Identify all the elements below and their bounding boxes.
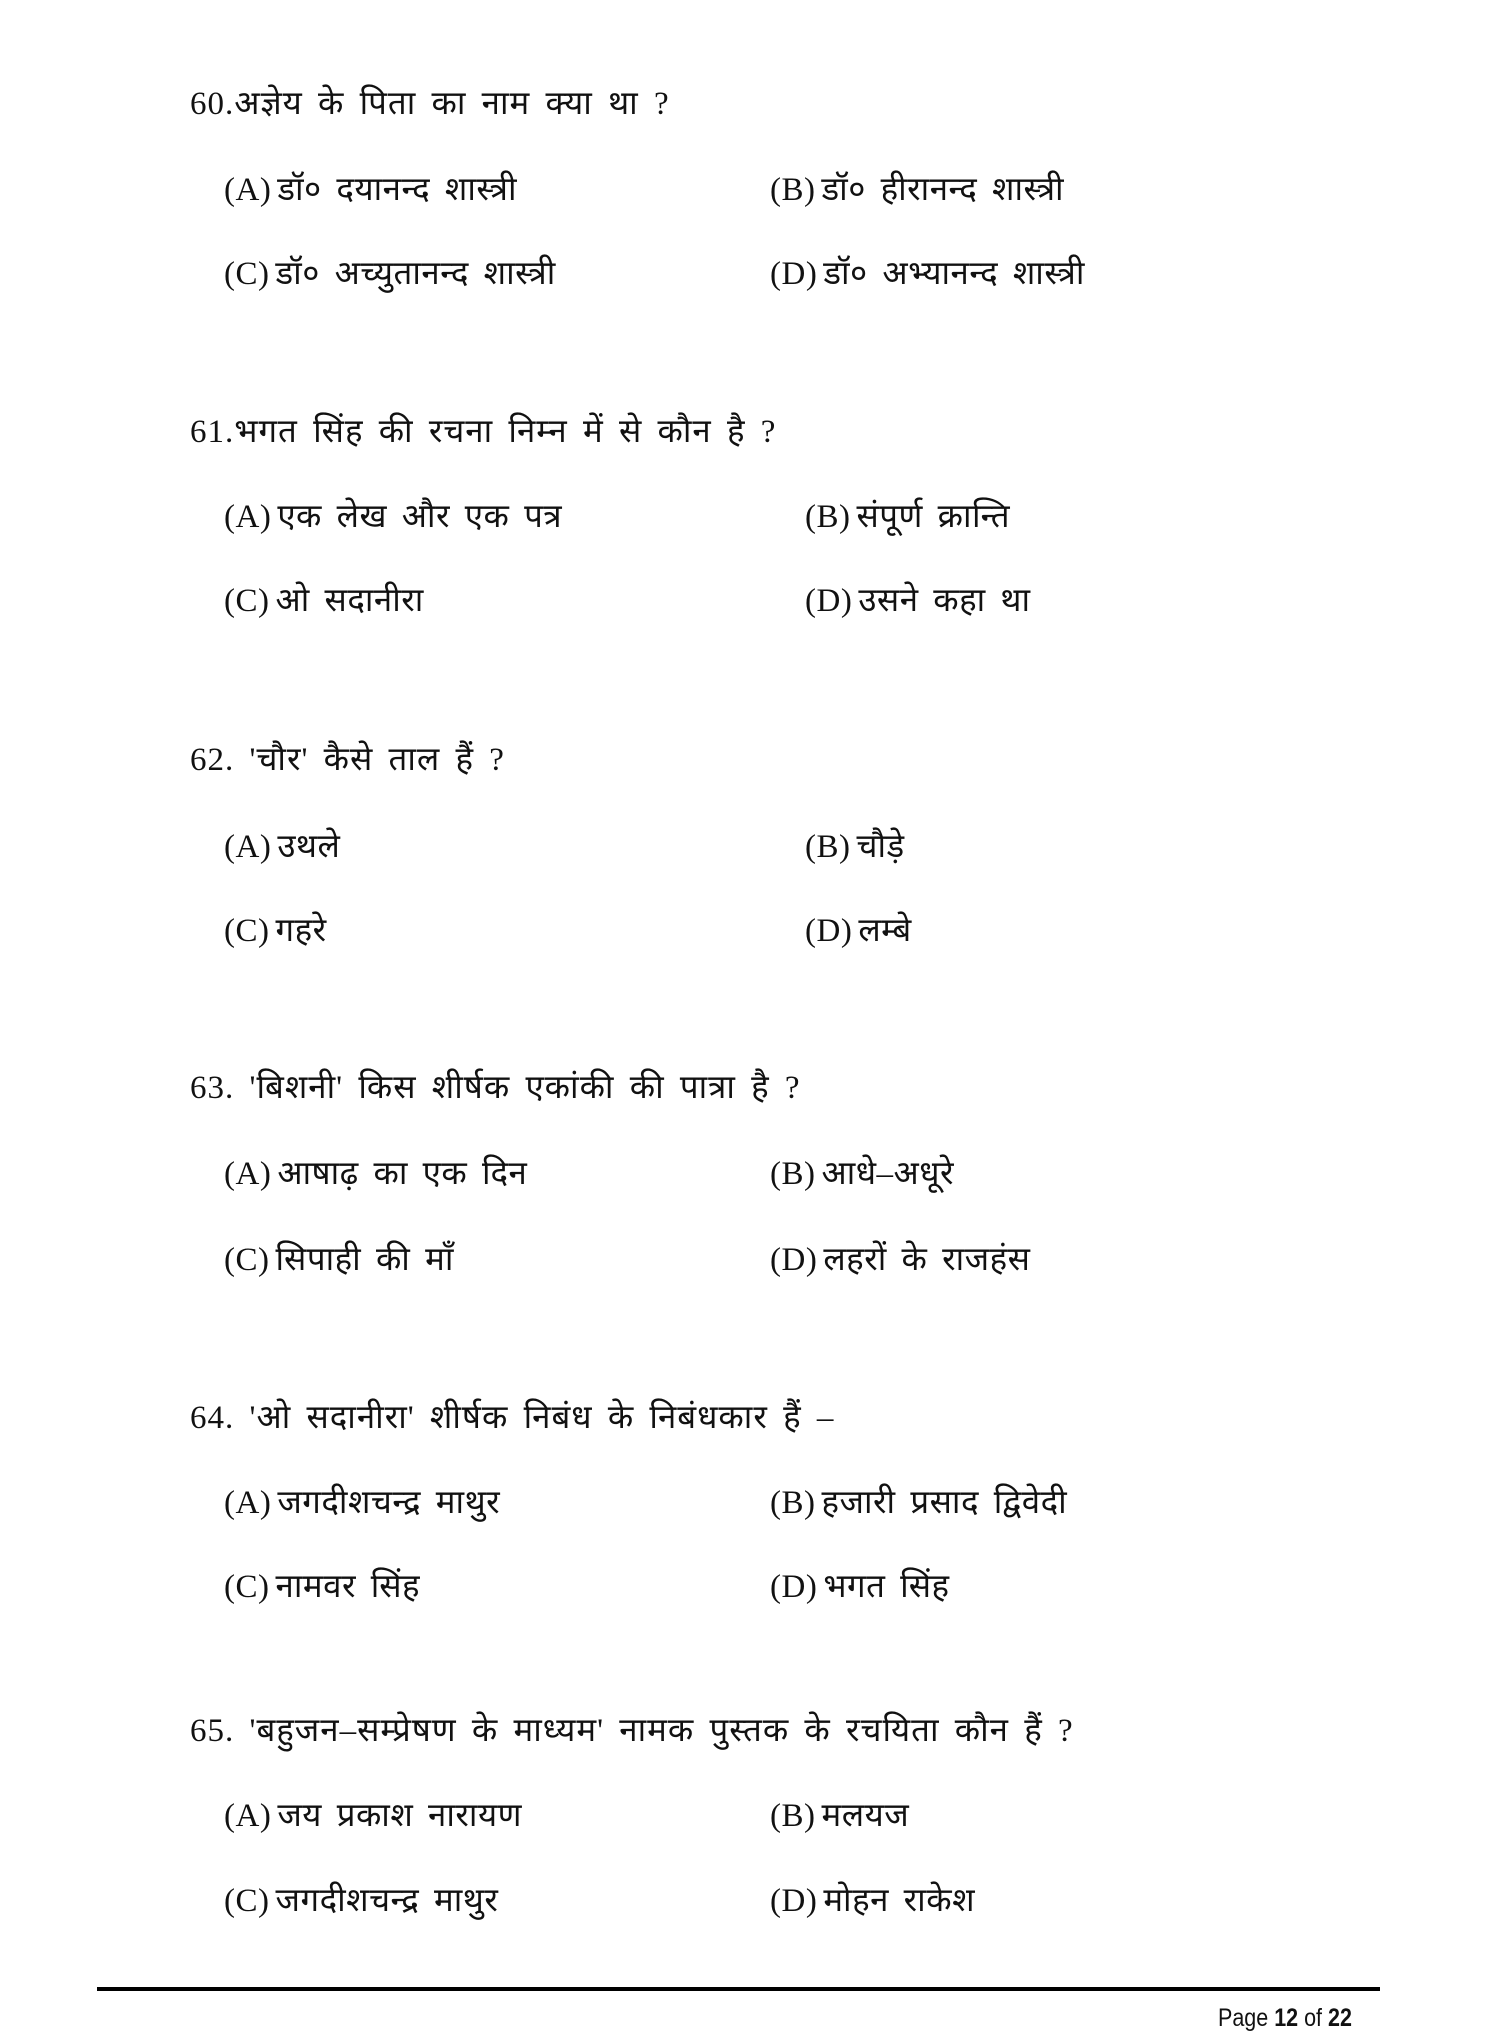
- option-text: जय प्रकाश नारायण: [277, 1798, 522, 1834]
- option-text: डॉ० दयानन्द शास्त्री: [277, 172, 518, 208]
- page-word: Page: [1218, 2004, 1269, 2032]
- option-d: [805, 911, 912, 951]
- question-text: [190, 84, 670, 124]
- option-text: मोहन राकेश: [823, 1883, 976, 1919]
- question-text: [190, 412, 776, 452]
- option-text: जगदीशचन्द्र माथुर: [275, 1883, 499, 1919]
- option-d: [770, 254, 1085, 294]
- of-word: of: [1304, 2004, 1323, 2032]
- option-label: (D): [805, 913, 853, 949]
- option-label: (D): [770, 1569, 818, 1605]
- option-label: (A): [224, 829, 272, 865]
- option-label: (D): [770, 1242, 818, 1278]
- option-label: (B): [770, 1485, 816, 1521]
- option-b: [770, 170, 1064, 210]
- total-pages: 22: [1328, 2004, 1352, 2032]
- option-text: डॉ० हीरानन्द शास्त्री: [821, 172, 1065, 208]
- option-label: (C): [224, 913, 270, 949]
- option-label: (C): [224, 256, 270, 292]
- option-b: [805, 827, 905, 867]
- option-text: आधे–अधूरे: [821, 1156, 955, 1192]
- option-label: (D): [770, 1883, 818, 1919]
- option-a: [224, 1154, 527, 1194]
- question-number: 65.: [190, 1713, 235, 1749]
- option-text: गहरे: [275, 913, 327, 949]
- option-d: [770, 1567, 950, 1607]
- question-prompt: 'बिशनी' किस शीर्षक एकांकी की पात्रा है ?: [249, 1070, 801, 1106]
- option-c: [224, 254, 556, 294]
- question-text: [190, 1068, 801, 1108]
- question-number: 62.: [190, 742, 235, 778]
- option-label: (B): [770, 172, 816, 208]
- option-b: [770, 1796, 909, 1836]
- option-text: लम्बे: [858, 913, 912, 949]
- option-label: (B): [770, 1156, 816, 1192]
- option-label: (D): [770, 256, 818, 292]
- option-label: (B): [805, 499, 851, 535]
- question-number: 64.: [190, 1400, 235, 1436]
- option-label: (A): [224, 1798, 272, 1834]
- option-text: सिपाही की माँ: [275, 1242, 454, 1278]
- option-a: [224, 1483, 500, 1523]
- question-number: 61.: [190, 414, 235, 450]
- option-label: (A): [224, 1485, 272, 1521]
- option-text: डॉ० अच्युतानन्द शास्त्री: [275, 256, 556, 292]
- option-text: मलयज: [821, 1798, 910, 1834]
- option-text: उथले: [277, 829, 341, 865]
- question-text: [190, 1711, 1074, 1751]
- option-c: [224, 1567, 420, 1607]
- option-text: ओ सदानीरा: [275, 583, 424, 619]
- option-label: (C): [224, 1242, 270, 1278]
- option-text: हजारी प्रसाद द्विवेदी: [821, 1485, 1068, 1521]
- page-number: [1218, 2003, 1352, 2033]
- option-a: [224, 497, 562, 537]
- option-text: संपूर्ण क्रान्ति: [856, 499, 1011, 535]
- option-text: एक लेख और एक पत्र: [277, 499, 563, 535]
- option-c: [224, 1240, 454, 1280]
- question-text: [190, 1398, 834, 1438]
- option-label: (B): [770, 1798, 816, 1834]
- option-d: [770, 1881, 975, 1921]
- option-text: आषाढ़ का एक दिन: [277, 1156, 528, 1192]
- footer-divider: [97, 1987, 1380, 1991]
- option-b: [770, 1483, 1067, 1523]
- option-text: चौड़े: [856, 829, 905, 865]
- option-label: (B): [805, 829, 851, 865]
- option-label: (A): [224, 1156, 272, 1192]
- option-label: (C): [224, 583, 270, 619]
- option-c: [224, 911, 327, 951]
- option-text: भगत सिंह: [823, 1569, 950, 1605]
- question-prompt: 'ओ सदानीरा' शीर्षक निबंध के निबंधकार हैं –: [249, 1400, 835, 1436]
- question-prompt: 'चौर' कैसे ताल हैं ?: [249, 742, 505, 778]
- option-b: [770, 1154, 954, 1194]
- option-text: डॉ० अभ्यानन्द शास्त्री: [823, 256, 1085, 292]
- option-b: [805, 497, 1010, 537]
- question-number: 63.: [190, 1070, 235, 1106]
- option-d: [805, 581, 1031, 621]
- option-label: (D): [805, 583, 853, 619]
- option-label: (C): [224, 1883, 270, 1919]
- question-prompt: 'बहुजन–सम्प्रेषण के माध्यम' नामक पुस्तक के रचयिता कौन हैं ?: [249, 1713, 1074, 1749]
- option-a: [224, 1796, 522, 1836]
- option-text: नामवर सिंह: [275, 1569, 421, 1605]
- option-a: [224, 170, 517, 210]
- question-number: 60.: [190, 86, 235, 122]
- option-label: (A): [224, 172, 272, 208]
- option-d: [770, 1240, 1030, 1280]
- question-text: [190, 740, 505, 780]
- option-text: उसने कहा था: [858, 583, 1031, 619]
- current-page: 12: [1274, 2004, 1299, 2032]
- option-c: [224, 1881, 498, 1921]
- option-label: (C): [224, 1569, 270, 1605]
- option-text: जगदीशचन्द्र माथुर: [277, 1485, 501, 1521]
- question-prompt: अज्ञेय के पिता का नाम क्या था ?: [234, 86, 670, 122]
- option-label: (A): [224, 499, 272, 535]
- question-prompt: भगत सिंह की रचना निम्न में से कौन है ?: [234, 414, 777, 450]
- option-text: लहरों के राजहंस: [823, 1242, 1031, 1278]
- option-a: [224, 827, 340, 867]
- option-c: [224, 581, 424, 621]
